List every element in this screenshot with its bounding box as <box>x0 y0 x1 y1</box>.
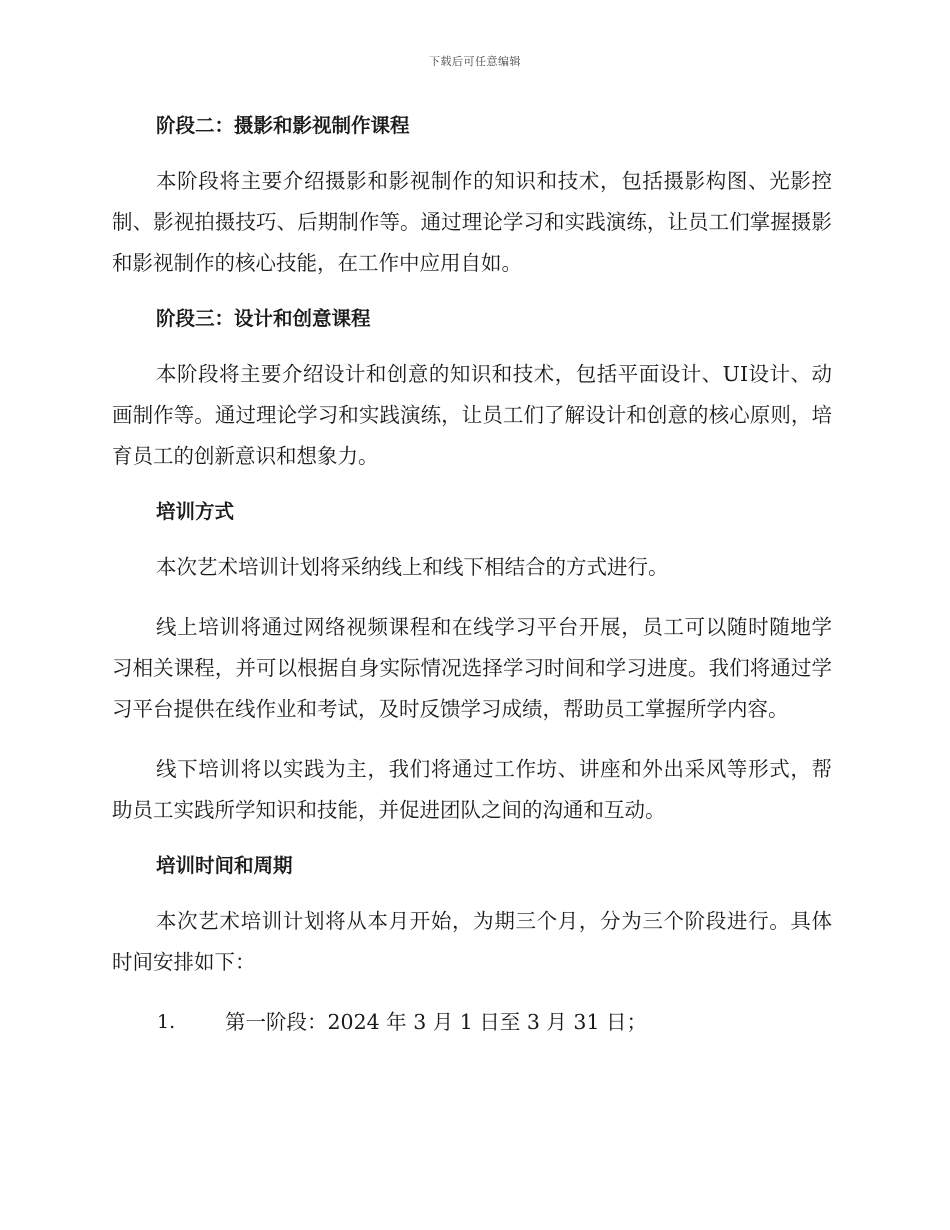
method-heading: 培训方式 <box>156 500 235 523</box>
schedule-paragraph: 本次艺术培训计划将从本月开始，为期三个月，分为三个阶段进行。具体时间安排如下： <box>112 909 832 974</box>
list-item-number: 1. <box>157 1011 176 1033</box>
list-item <box>112 1002 832 1043</box>
schedule-heading: 培训时间和周期 <box>156 854 293 877</box>
method-paragraph-1: 本次艺术培训计划将采纳线上和线下相结合的方式进行。 <box>156 555 669 579</box>
method-paragraph-2: 线上培训将通过网络视频课程和在线学习平台开展，员工可以随时随地学习相关课程，并可以根据自身实际情况选择学习时间和学习进度。我们将通过学习平台提供在线作业和考试，及时反馈学习成绩，帮助员工掌握所学内容。 <box>112 615 832 721</box>
list-item-text: 第一阶段：2024 年 3 月 1 日至 3 月 31 日； <box>225 1010 648 1034</box>
stage3-paragraph: 本阶段将主要介绍设计和创意的知识和技术，包括平面设计、UI设计、动画制作等。通过理论学习和实践演练，让员工们了解设计和创意的核心原则，培育员工的创新意识和想象力。 <box>112 362 832 468</box>
header-watermark: 下载后可任意编辑 <box>429 55 521 68</box>
document-body <box>112 110 832 1043</box>
stage2-paragraph: 本阶段将主要介绍摄影和影视制作的知识和技术，包括摄影构图、光影控制、影视拍摄技巧、后期制作等。通过理论学习和实践演练，让员工们掌握摄影和影视制作的核心技能，在工作中应用自如。 <box>112 169 832 275</box>
stage2-heading: 阶段二：摄影和影视制作课程 <box>156 114 410 137</box>
stage3-heading: 阶段三：设计和创意课程 <box>156 307 371 330</box>
method-paragraph-3: 线下培训将以实践为主，我们将通过工作坊、讲座和外出采风等形式，帮助员工实践所学知识和技能，并促进团队之间的沟通和互动。 <box>112 757 832 822</box>
